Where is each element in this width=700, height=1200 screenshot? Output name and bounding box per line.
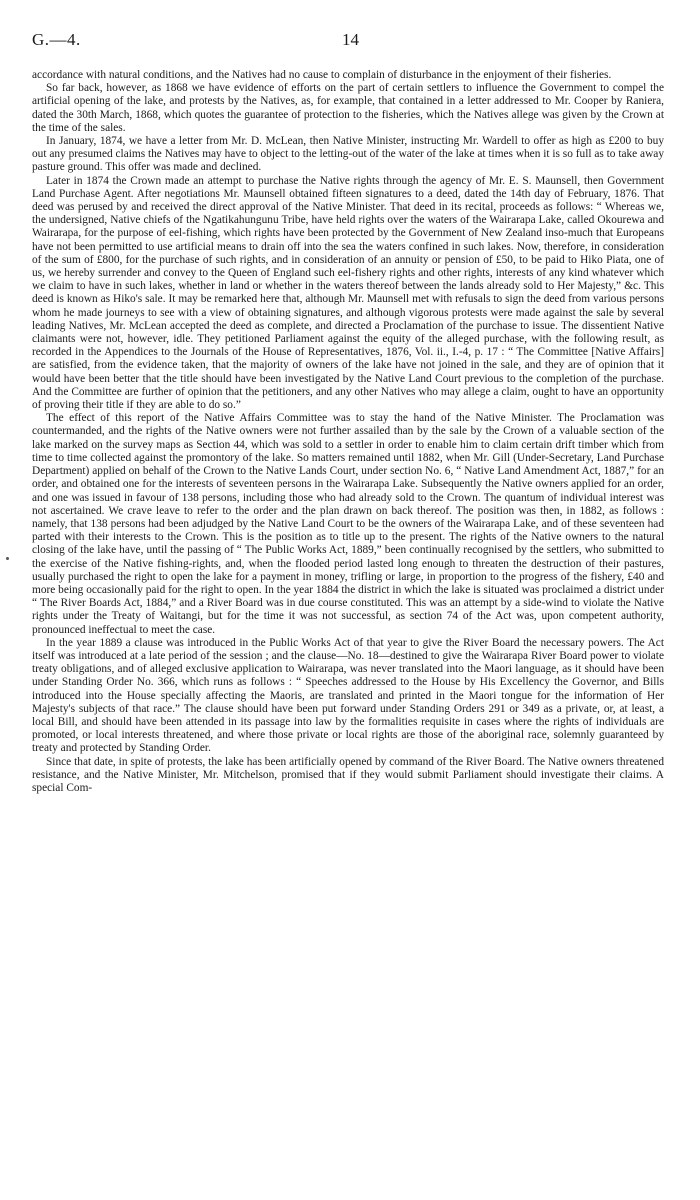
margin-dot: [6, 557, 9, 560]
paragraph-3: In January, 1874, we have a letter from Mr. D. McLean, then Native Minister, instructing Mr. Wardell to offer as high as £200 to buy out any presumed claims the Natives may have to object to the letting-out of the water of the lake at times when it is so full as to take away pasture ground. This offer was made and declined.: [32, 135, 664, 174]
paragraph-6: In the year 1889 a clause was introduced in the Public Works Act of that year to give the River Board the necessary powers. The Act itself was introduced at a late period of the session ; and the clause—No. 18—destined to give the Wairarapa River Board power to violate treaty obligations, and of alleged exclusive application to Wairarapa, was never translated into the Maori language, as it should have been under Standing Order No. 366, which runs as follows : “ Speeches addressed to the House by His Excellency the Governor, and Bills introduced into the House specially affecting the Maoris, are translated and printed in the Maori tongue for the information of Her Majesty's subjects of that race.” The clause should have been put forward under Standing Orders 291 or 349 as a private, or, at least, a local Bill, and should have been attended in its passage into law by the formalities requisite in cases where the rights of individuals are promoted, or local interests threatened, and where those private or local rights are those of the aboriginal race, solemnly guaranteed by treaty and protected by Standing Order.: [32, 636, 664, 755]
document-reference: G.—4.: [32, 30, 81, 49]
paragraph-1: accordance with natural conditions, and the Natives had no cause to complain of disturbance in the enjoyment of their fisheries.: [32, 69, 612, 81]
paragraph-2: So far back, however, as 1868 we have evidence of efforts on the part of certain settlers to influence the Government to compel the artificial opening of the lake, and protests by the Natives, as, for example, that contained in a letter addressed to Mr. Cooper by Raniera, dated the 30th March, 1868, which quotes the guarantee of protection to the fisheries, which the Natives allege was given by the Crown at the time of the sales.: [32, 82, 664, 134]
paragraph-4: Later in 1874 the Crown made an attempt to purchase the Native rights through the agency of Mr. E. S. Maunsell, then Government Land Purchase Agent. After negotiations Mr. Maunsell obtained fifteen signatures to a deed, dated the 14th day of February, 1876. That deed was perused by and received the direct approval of the Native Minister. That deed in its recital, proceeds as follows: “ Whereas we, the undersigned, Native chiefs of the Ngatikahungunu Tribe, have held rights over the waters of the Wairarapa Lake, called Okourewa and Wairarapa, for the purpose of eel-fishing, which rights have been protected by the Government of New Zealand inso-much that Europeans have not been permitted to use artificial means to drain off into the sea the waters confined in such lakes. Now, therefore, in consideration of the sum of £800, for the purchase of such rights, and in consideration of an annuity or pension of £50, to be paid to Hiko Piata, one of us, we hereby surrender and convey to the Queen of England such eel-fishery rights and other rights, interests of any kind whatever which we claim to have in such lakes, whether in land or whether in the waters thereof between the lands already sold to Her Majesty,” &c. This deed is known as Hiko's sale. It may be remarked here that, although Mr. Maunsell met with refusals to sign the deed from various persons whom he made journeys to see with a view of obtaining signatures, and although vigorous protests were made against the sale by several leading Natives, Mr. McLean accepted the deed as complete, and directed a Proclamation of the purchase to issue. The dissentient Native claimants were not, however, idle. They petitioned Parliament against the equity of the alleged purchase, with the following result, as recorded in the Appendices to the Journals of the House of Representatives, 1876, Vol. ii., I.-4, p. 17 : “ The Committee [Native Affairs] are satisfied, from the evidence taken, that the majority of owners of the lake have not joined in the sale, and they are of opinion that it would have been better that the title should have been investigated by the Native Land Court previous to the completion of the purchase. And the Committee are further of opinion that the petitioners, and any other Natives who may allege a claim, ought to have an opportunity of proving their title if they are able to do so.”: [32, 174, 664, 412]
paragraph-5: The effect of this report of the Native Affairs Committee was to stay the hand of the Native Minister. The Proclamation was countermanded, and the rights of the Native owners were not further assailed than by the sale by the Crown of a valuable section of the lake marked on the survey maps as Section 44, which was sold to a settler in order to enable him to claim certain drift timber which from time to time collected against the promontory of the lake. So matters remained until 1882, when Mr. Gill (Under-Secretary, Land Purchase Department) applied on behalf of the Crown to the Native Lands Court, under section No. 6, “ Native Land Amendment Act, 1887,” for an order, and obtained one for the interests of seventeen persons in the Wairarapa Lake. Subsequently the Native owners applied for an order, and one was issued in favour of 138 persons, including those who had already sold to the Crown. The quantum of individual interest was not ascertained. We crave leave to refer to the order and the plan drawn on back thereof. The position was then, in 1882, as follows : namely, that 138 persons had been adjudged by the Native Land Court to be the owners of the Wairarapa Lake, and of these seventeen had parted with their interests to the Crown. This is the position as to title up to the present. The rights of the Native owners to the natural closing of the lake have, until the passing of “ The Public Works Act, 1889,” been continually recognised by the settlers, who submitted to the exercise of the Native fishing-rights, and, when the flooded period lasted long enough to threaten the destruction of their pastures, usually purchased the right to open the lake for a payment in money, trifling or large, in proportion to the progress of the fishery, £40 and more being occasionally paid for the right to open. In the year 1884 the district in which the lake is situated was proclaimed a district under “ The River Boards Act, 1884,” and a River Board was in due course constituted. This was an attempt by a side-wind to violate the Native rights under the Treaty of Waitangi, but for the time it was not successful, as section 74 of the Act was, upon competent authority, pronounced ineffectual to meet the case.: [32, 412, 664, 636]
body-text: [32, 69, 664, 795]
paragraph-7: Since that date, in spite of protests, the lake has been artificially opened by command of the River Board. The Native owners threatened resistance, and the Native Minister, Mr. Mitchelson, promised that if they would submit Parliament should investigate their claims. A special Com-: [32, 755, 664, 794]
page-header: [32, 30, 664, 60]
page-number: 14: [342, 30, 359, 49]
